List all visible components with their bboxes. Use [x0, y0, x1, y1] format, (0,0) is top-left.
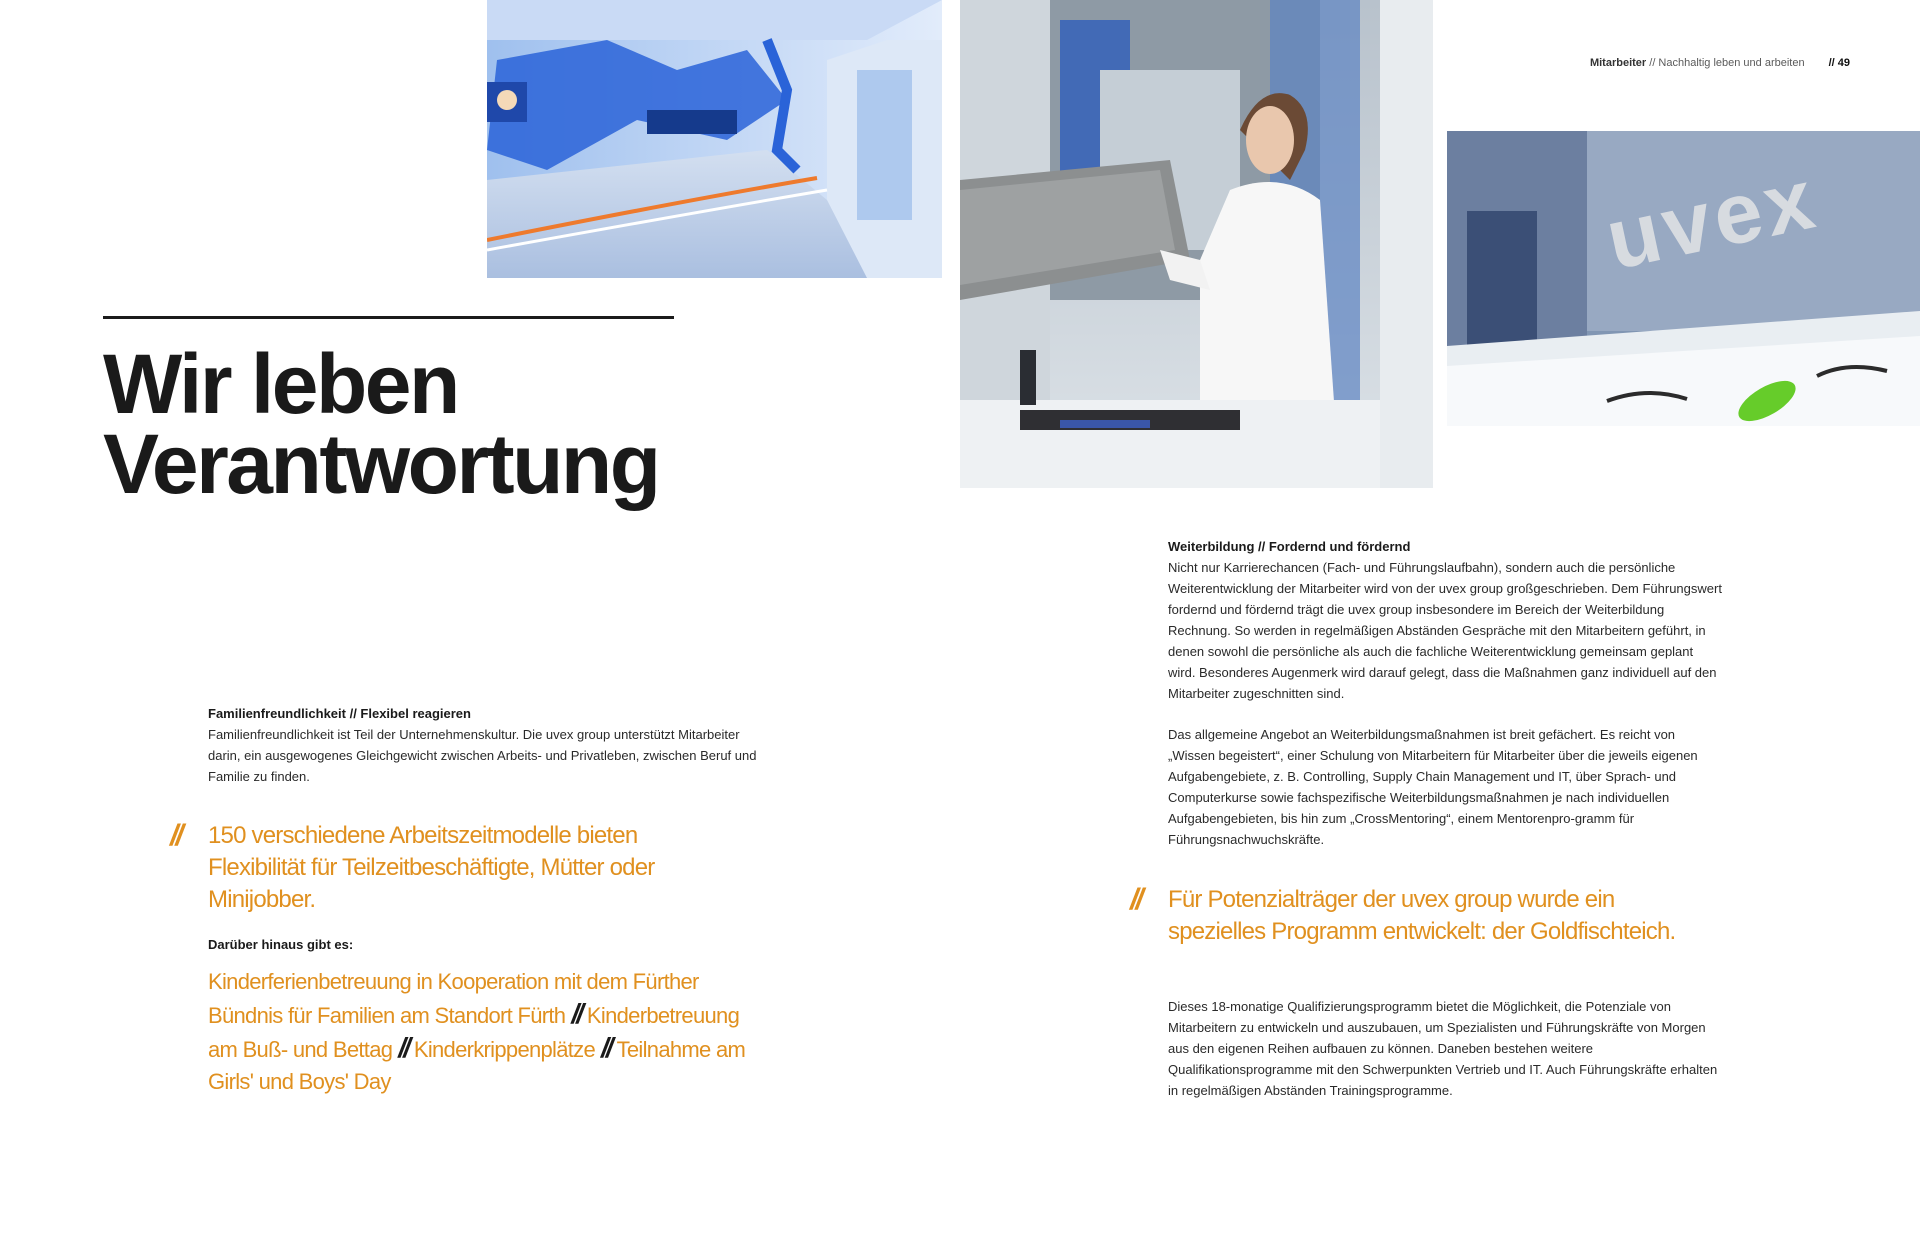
uvex-showroom-photo	[1447, 131, 1920, 426]
family-section	[208, 703, 768, 787]
training-paragraph-1: Nicht nur Karrierechancen (Fach- und Führungslaufbahn), sondern auch die persönliche Weiterentwicklung der Mitarbeiter wird von der uvex group großgeschrieben. Dem Führungswert fordernd und fördernd trägt die uvex group insbesondere im Bereich der Weiterbildung Rechnung. So werden in regelmäßigen Abständen Gespräche mit den Mitarbeitern geführt, in denen sowohl die persönliche als auch die fachliche Weiterentwicklung gemeinsam geplant wird. Besonderes Augenmerk wird darauf gelegt, dass die Maßnahmen ganz individuell auf den Mitarbeiter zugeschnitten sind.	[1168, 560, 1722, 701]
family-text: Familienfreundlichkeit ist Teil der Unternehmenskultur. Die uvex group unterstützt Mitarbeiter darin, ein ausgewogenes Gleichgewicht zwischen Arbeits- und Privatleben, zwischen Beruf und Familie zu finden.	[208, 727, 757, 784]
benefit-separator: //	[571, 998, 581, 1029]
additional-label: Darüber hinaus gibt es:	[208, 937, 354, 952]
benefit-item: Kinderkrippenplätze	[413, 1037, 596, 1062]
benefit-separator: //	[601, 1032, 611, 1063]
family-heading: Familienfreundlichkeit // Flexibel reagieren	[208, 706, 471, 721]
headline-rule	[103, 316, 674, 319]
running-header	[1450, 57, 1850, 73]
benefits-list	[208, 966, 768, 1098]
training-offer-section	[1168, 724, 1723, 850]
title-line-1: Wir leben	[103, 337, 458, 431]
benefit-item: Kinderbetreuung am Buß- und Bettag	[208, 1003, 740, 1062]
title-line-2: Verantwortung	[103, 417, 659, 511]
training-heading: Weiterbildung // Fordernd und fördernd	[1168, 539, 1411, 554]
quote-marker-right: //	[1130, 883, 1141, 916]
quote-marker-left: //	[170, 819, 181, 852]
page-number: // 49	[1828, 57, 1850, 69]
benefit-separator: //	[398, 1032, 408, 1063]
laboratory-photo	[960, 0, 1433, 488]
training-paragraph-2: Das allgemeine Angebot an Weiterbildungsmaßnahmen ist breit gefächert. Es reicht von „Wissen begeistert“, einer Schulung von Mitarbeitern für Mitarbeiter über die jeweils eigenen Aufgabengebiete, z. B. Controlling, Supply Chain Management und IT, über Sprach- und Computerkurse sowie fachspezifische Weiterbildungsmaßnahmen je nach individuellen Aufgabengebieten, bis hin zum „CrossMentoring“, einem Mentorenpro-gramm für Führungsnachwuchskräfte.	[1168, 727, 1698, 847]
pull-quote-left: 150 verschiedene Arbeitszeitmodelle bieten Flexibilität für Teilzeitbeschäftigte, Mütter oder Minijobber.	[208, 822, 655, 913]
benefit-item: Kinderferienbetreuung in Kooperation mit dem Fürther Bündnis für Familien am Standort Fürth	[208, 969, 699, 1028]
program-text: Dieses 18-monatige Qualifizierungsprogramm bietet die Möglichkeit, die Potenziale von Mitarbeitern zu entwickeln und auszubauen, um Spezialisten und Führungskräfte von Morgen aus den eigenen Reihen aufbauen zu können. Daneben bestehen weitere Qualifikationsprogramme mit den Schwerpunkten Vertrieb und IT. Auch Führungskräfte erhalten in regelmäßigen Abständen Trainingsprogramme.	[1168, 999, 1718, 1098]
header-section: Mitarbeiter	[1589, 57, 1647, 69]
header-subtitle: // Nachhaltig leben und arbeiten	[1646, 57, 1805, 69]
uvex-logo-sign: uvex	[1598, 150, 1826, 289]
benefit-item: Teilnahme am Girls' und Boys' Day	[208, 1037, 746, 1094]
page-title	[103, 337, 743, 511]
pull-quote-right: Für Potenzialträger der uvex group wurde ein spezielles Programm entwickelt: der Goldfischteich.	[1168, 886, 1676, 945]
corridor-photo	[487, 0, 942, 278]
training-section	[1168, 536, 1723, 704]
program-section	[1168, 996, 1723, 1101]
